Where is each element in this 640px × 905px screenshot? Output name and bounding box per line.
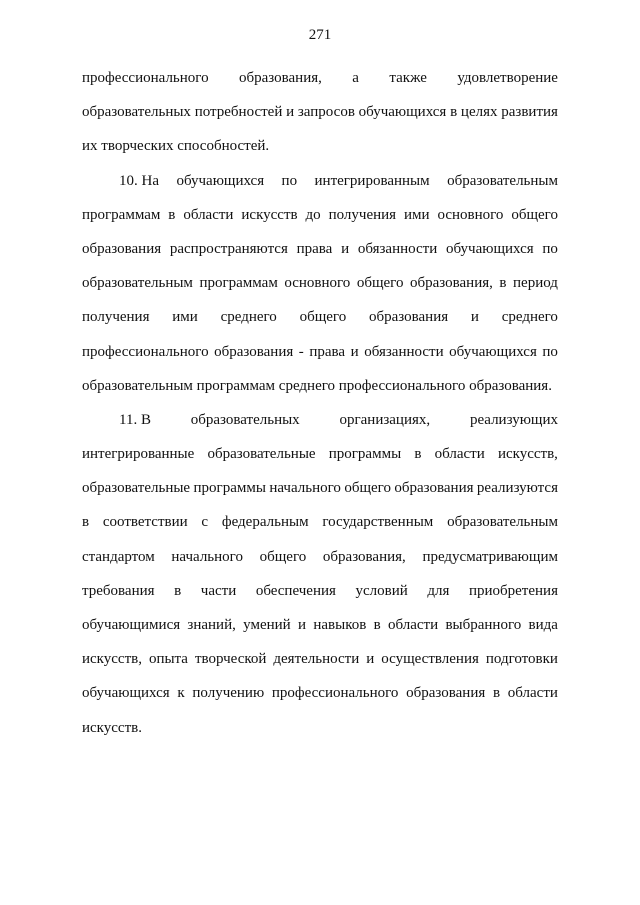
text-line xyxy=(82,198,558,232)
text-line xyxy=(82,642,558,676)
word: умений xyxy=(243,617,291,633)
word: искусств, xyxy=(497,446,558,463)
paragraph xyxy=(82,403,558,745)
word: образовательных xyxy=(190,411,300,428)
word: 11. В xyxy=(119,411,151,428)
word: обучающихся xyxy=(358,104,447,121)
paragraph xyxy=(82,164,558,403)
word: деятельности xyxy=(273,651,360,668)
text-line: образовательным программам среднего профессионального образования. xyxy=(82,377,552,394)
word: профессионального xyxy=(271,685,399,702)
word: в xyxy=(168,206,176,223)
word: знаний, xyxy=(187,617,236,633)
word: ими xyxy=(172,309,198,326)
word: обучающихся xyxy=(82,685,170,702)
word: по xyxy=(281,172,298,189)
word: по xyxy=(542,343,558,360)
word: общего xyxy=(299,309,347,326)
word: части xyxy=(200,582,237,599)
word: в xyxy=(499,275,507,292)
word: программам xyxy=(199,275,278,292)
text-line xyxy=(82,471,558,505)
word: образования xyxy=(369,309,449,326)
word: 10. На xyxy=(119,172,159,189)
text-line xyxy=(82,61,558,95)
word: программы xyxy=(328,446,402,463)
word: условий xyxy=(355,582,408,599)
page-number: 271 xyxy=(308,27,332,43)
word: удовлетворение xyxy=(457,70,558,86)
word: образования xyxy=(406,685,486,702)
word: среднего xyxy=(501,309,558,326)
word: образовательным xyxy=(82,275,193,292)
word: образования, xyxy=(322,548,406,565)
word: образовательным xyxy=(447,514,558,531)
word: обучающимися xyxy=(82,617,181,633)
word: федеральным xyxy=(221,514,309,531)
text-line xyxy=(82,164,558,198)
word: с xyxy=(201,514,209,531)
word: опыта xyxy=(148,651,188,668)
word: области xyxy=(507,685,558,702)
word: интегрированным xyxy=(314,172,430,189)
word: образовательные xyxy=(207,446,316,463)
word: осуществления xyxy=(381,651,479,668)
word: образовательным xyxy=(447,172,558,189)
word: обучающихся xyxy=(446,240,534,257)
word: соответствии xyxy=(102,514,188,531)
text-line xyxy=(82,676,558,710)
word: государственным xyxy=(322,514,434,531)
word: выбранного xyxy=(445,617,522,633)
word: в xyxy=(174,582,182,599)
word: образования xyxy=(214,343,294,360)
word: программы xyxy=(193,480,266,497)
word: до xyxy=(305,206,321,223)
word: вида xyxy=(528,617,558,633)
word: обязанности xyxy=(364,343,444,360)
word: к xyxy=(177,685,185,702)
word: также xyxy=(389,70,427,86)
word: и xyxy=(470,309,479,326)
word: области xyxy=(388,617,439,633)
paragraph xyxy=(82,61,558,164)
word: получения xyxy=(328,206,397,223)
word: реализуются xyxy=(476,480,558,497)
text-line xyxy=(82,95,558,129)
word: права xyxy=(309,343,346,360)
text-line xyxy=(82,300,558,334)
word: стандартом xyxy=(82,548,155,565)
word: обеспечения xyxy=(255,582,336,599)
word: период xyxy=(513,275,558,292)
word: профессионального xyxy=(82,70,209,86)
word: подготовки xyxy=(485,651,558,668)
word: получению xyxy=(192,685,265,702)
text-line xyxy=(82,232,558,266)
word: распространяются xyxy=(169,240,288,257)
text-line xyxy=(82,540,558,574)
word: общего xyxy=(259,548,307,565)
word: права xyxy=(296,240,333,257)
word: образования, xyxy=(410,275,493,292)
word: для xyxy=(427,582,450,599)
text-line xyxy=(82,266,558,300)
text-line xyxy=(82,574,558,608)
word: и xyxy=(286,104,295,121)
word: начального xyxy=(171,548,243,565)
word: образования, xyxy=(239,70,322,86)
word: потребностей xyxy=(194,104,283,121)
word: в xyxy=(414,446,422,463)
word: основного xyxy=(284,275,351,292)
word: области xyxy=(183,206,234,223)
word: приобретения xyxy=(468,582,558,599)
word: предусматривающим xyxy=(422,548,558,565)
word: программам xyxy=(82,206,161,223)
word: интегрированные xyxy=(82,446,195,463)
text-line xyxy=(82,437,558,471)
word: общего xyxy=(344,480,391,497)
word: требования xyxy=(82,582,155,599)
word: в xyxy=(82,514,90,531)
word: навыков xyxy=(313,617,367,633)
word: среднего xyxy=(220,309,277,326)
word: организациях, xyxy=(339,411,431,428)
word: общего xyxy=(511,206,558,223)
word: области xyxy=(434,446,485,463)
word: по xyxy=(542,240,558,257)
word: реализующих xyxy=(469,411,558,428)
text-line xyxy=(82,335,558,369)
word: общего xyxy=(356,275,404,292)
word: в xyxy=(373,617,381,633)
word: образовательные xyxy=(82,480,191,497)
word: в xyxy=(492,685,501,702)
word: обучающихся xyxy=(176,172,265,189)
text-line xyxy=(82,505,558,539)
word: обязанности xyxy=(357,240,438,257)
text-line: их творческих способностей. xyxy=(82,138,270,155)
word: развития xyxy=(501,104,558,121)
word: начального xyxy=(269,480,341,497)
word: обучающихся xyxy=(449,343,537,360)
word: и xyxy=(341,240,350,257)
text-line xyxy=(82,403,558,437)
word: и xyxy=(350,343,359,360)
word: получения xyxy=(82,309,150,326)
word: ими xyxy=(404,206,430,223)
body-text xyxy=(82,61,558,745)
word: и xyxy=(366,651,375,668)
text-line xyxy=(82,608,558,642)
word: искусств xyxy=(241,206,298,223)
word: запросов xyxy=(297,104,355,121)
text-line: искусств. xyxy=(82,719,142,736)
word: - xyxy=(298,343,304,360)
word: искусств, xyxy=(82,651,142,668)
word: а xyxy=(352,70,359,86)
word: целях xyxy=(460,104,498,121)
word: образования xyxy=(394,480,474,497)
word: основного xyxy=(437,206,504,223)
word: и xyxy=(298,617,307,633)
word: творческой xyxy=(194,651,267,668)
word: образовательных xyxy=(82,104,191,121)
word: образования xyxy=(82,240,162,257)
word: в xyxy=(450,104,458,121)
word: профессионального xyxy=(82,343,209,360)
